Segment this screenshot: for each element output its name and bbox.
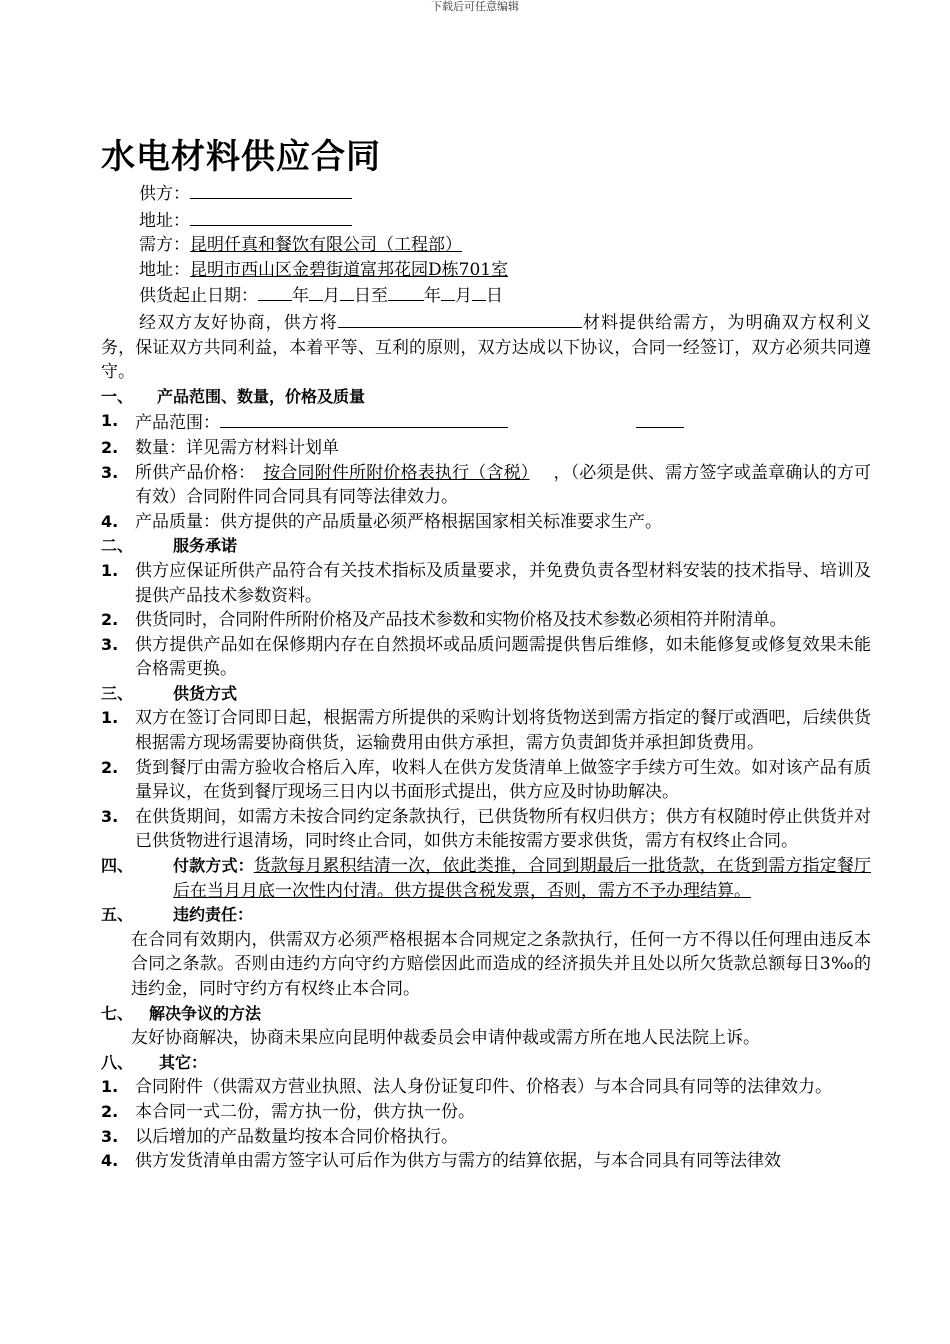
intro-part1: 经双方友好协商，供方将 [139, 312, 338, 333]
section-title: 付款方式： [173, 856, 254, 876]
section-2-heading [101, 534, 871, 559]
list-item [101, 756, 871, 805]
section-title: 违约责任： [173, 905, 254, 925]
item-text: 双方在签订合同即日起，根据需方所提供的采购计划将货物送到需方指定的餐厅或酒吧，后续供货根据需方现场需要协商供货，运输费用由供方承担，需方负责卸货并承担卸货费用。 [135, 708, 871, 754]
list-item [101, 633, 871, 682]
item-number: 4. [101, 511, 119, 531]
intro-paragraph [101, 309, 871, 385]
supplier-address-blank[interactable] [190, 207, 352, 226]
supplier-blank[interactable] [190, 180, 352, 199]
intro-part2: 材料提供给需方，为明确双方权利义务，保证双方共同利益，本着平等、互利的原则，双方达成以下协议，合同一经签订，双方必须共同遵守。 [101, 312, 872, 383]
section-number: 一、 [101, 386, 134, 406]
dispute-paragraph: 友好协商解决，协商未果应向昆明仲裁委员会申请仲裁或需方所在地人民法院上诉。 [131, 1028, 760, 1049]
item-text: 产品质量：供方提供的产品质量必须严格根据国家相关标准要求生产。 [135, 511, 662, 532]
item-text: 数量：详见需方材料计划单 [135, 437, 339, 458]
material-blank[interactable] [338, 309, 582, 328]
list-item [101, 706, 871, 755]
section-title: 解决争议的方法 [149, 1003, 262, 1023]
buyer-line [101, 233, 871, 258]
buyer-name: 昆明仟真和餐饮有限公司（工程部） [190, 235, 462, 256]
item-text: 供方提供产品如在保修期内存在自然损坏或品质问题需提供售后维修，如未能修复或修复效果未能合格需更换。 [135, 634, 871, 680]
section-title: 服务承诺 [173, 536, 238, 556]
header-note: 下载后可任意编辑 [431, 0, 519, 13]
list-item [101, 805, 871, 854]
list-item [101, 1100, 871, 1125]
list-item [101, 436, 871, 461]
price-label: 所供产品价格： [135, 462, 256, 483]
list-item [101, 1149, 871, 1174]
section-5-heading [101, 903, 871, 928]
end-month-blank[interactable] [441, 282, 455, 301]
list-item [101, 608, 871, 633]
item-text: 货到餐厅由需方验收合格后入库，收料人在供方发货清单上做签字手续方可生效。如对该产品有质量异议，在货到餐厅现场三日内以书面形式提出，供方应及时协助解决。 [135, 757, 871, 803]
price-terms: 按合同附件所附价格表执行（含税） [263, 462, 530, 483]
item-number: 3. [101, 806, 119, 826]
supplier-address-line [101, 207, 871, 234]
item-number: 1. [101, 411, 119, 431]
day-to-label: 日至 [354, 286, 388, 307]
payment-terms: 货款每月累积结清一次，依此类推，合同到期最后一批货款，在货到需方指定餐厅后在当月月底一次性内付清。供方提供含税发票，否则，需方不予办理结算。 [173, 856, 871, 901]
product-range-label: 产品范围： [135, 413, 220, 434]
section-number: 七、 [101, 1003, 134, 1023]
end-year-blank[interactable] [388, 282, 424, 301]
start-day-blank[interactable] [340, 282, 354, 301]
item-text: 以后增加的产品数量均按本合同价格执行。 [135, 1126, 458, 1147]
supplier-address-label: 地址： [139, 210, 190, 231]
item-number: 2. [101, 1101, 119, 1121]
item-number: 3. [101, 1126, 119, 1146]
section-title: 其它： [159, 1052, 208, 1072]
section-4 [101, 854, 871, 903]
product-range-blank[interactable] [220, 409, 508, 428]
product-range-blank-2[interactable] [636, 409, 684, 428]
item-number: 2. [101, 437, 119, 457]
section-number: 四、 [101, 856, 134, 876]
list-item [101, 559, 871, 608]
month-label: 月 [323, 286, 340, 307]
year-label: 年 [424, 286, 441, 307]
day-label: 日 [486, 286, 503, 307]
item-number: 1. [101, 1077, 119, 1097]
item-number: 4. [101, 1151, 119, 1171]
list-item [101, 1075, 871, 1100]
section-8-heading [101, 1051, 871, 1076]
list-item [101, 461, 871, 510]
section-number: 二、 [101, 536, 134, 556]
period-label: 供货起止日期： [139, 286, 258, 307]
document-title: 水电材料供应合同 [101, 137, 381, 177]
year-label: 年 [292, 286, 309, 307]
end-day-blank[interactable] [472, 282, 486, 301]
item-text: 本合同一式二份，需方执一份，供方执一份。 [135, 1101, 475, 1122]
breach-paragraph: 在合同有效期内，供需双方必须严格根据本合同规定之条款执行，任何一方不得以任何理由违反本合同之条款。否则由违约方向守约方赔偿因此而造成的经济损失并且处以所欠货款总额每日3‰的违约金，同时守约方有权终止本合同。 [131, 929, 871, 999]
supplier-label: 供方： [139, 184, 190, 204]
start-year-blank[interactable] [258, 282, 292, 301]
item-text: 供方应保证所供产品符合有关技术指标及质量要求，并免费负责各型材料安装的技术指导、培训及提供产品技术参数资料。 [135, 560, 871, 606]
section-number: 五、 [101, 905, 134, 925]
item-number: 1. [101, 560, 119, 580]
list-item [101, 1125, 871, 1150]
section-1-heading [101, 385, 871, 410]
item-text: 供方发货清单由需方签字认可后作为供方与需方的结算依据，与本合同具有同等法律效 [135, 1151, 781, 1172]
section-3-heading [101, 682, 871, 707]
buyer-label: 需方： [139, 235, 190, 256]
month-label: 月 [455, 286, 472, 307]
section-title: 产品范围、数量，价格及质量 [157, 386, 366, 406]
price-note: ，（必须是供、需方签字或盖章确认的方可有效）合同附件同合同具有同等法律效力。 [135, 462, 872, 508]
supply-period-line [101, 282, 871, 309]
section-number: 三、 [101, 683, 134, 703]
buyer-address-line [101, 258, 871, 283]
start-month-blank[interactable] [309, 282, 323, 301]
item-text: 在供货期间，如需方未按合同约定条款执行，已供货物所有权归供方；供方有权随时停止供货并对已供货物进行退清场，同时终止合同，如供方未能按需方要求供货，需方有权终止合同。 [135, 806, 871, 852]
buyer-address: 昆明市西山区金碧街道富邦花园D栋701室 [190, 259, 509, 280]
section-title: 供货方式 [173, 683, 238, 703]
item-number: 2. [101, 610, 119, 630]
item-number: 1. [101, 708, 119, 728]
item-number: 3. [101, 462, 119, 482]
buyer-address-label: 地址： [139, 259, 190, 280]
section-number: 八、 [101, 1052, 134, 1072]
item-text: 合同附件（供需双方营业执照、法人身份证复印件、价格表）与本合同具有同等的法律效力。 [135, 1077, 832, 1098]
item-number: 2. [101, 757, 119, 777]
section-7-heading [101, 1002, 871, 1027]
supplier-line [101, 180, 871, 207]
item-text: 供货同时，合同附件所附价格及产品技术参数和实物价格及技术参数必须相符并附清单。 [135, 610, 787, 631]
item-number: 3. [101, 634, 119, 654]
list-item [101, 409, 871, 436]
contract-body [101, 180, 871, 1174]
list-item [101, 510, 871, 535]
